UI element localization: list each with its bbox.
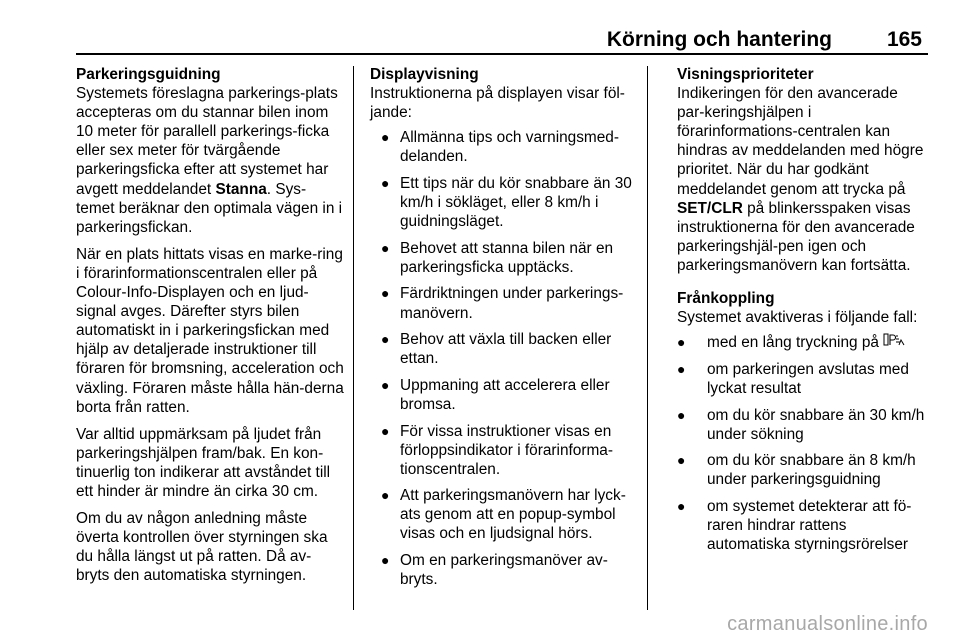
bullet-icon: ●: [381, 422, 390, 439]
column-divider-2: [647, 66, 648, 610]
list-item: [370, 551, 632, 589]
bullet-icon: ●: [677, 497, 686, 514]
section-title: Körning och hantering: [606, 28, 832, 51]
list-item: [677, 360, 929, 398]
list-item-text: Om en parkeringsmanöver av-bryts.: [400, 552, 608, 589]
list-item-text: För vissa instruktioner visas en förloppsindikator i förarinforma-tionscentralen.: [400, 422, 613, 478]
list-item-text: Behov att växla till backen eller ettan.: [400, 331, 612, 368]
list-item-text: om du kör snabbare än 30 km/h under sökning: [707, 406, 925, 443]
list-item-text: om du kör snabbare än 8 km/h under parkeringsguidning: [707, 452, 916, 489]
bullet-icon: ●: [677, 452, 686, 469]
bullet-icon: ●: [381, 285, 390, 302]
paragraph-priorities: [677, 84, 929, 275]
watermark: carmanualsonline.info: [727, 613, 928, 635]
paragraph-takeover: Om du av någon anledning måste överta kontrollen över styrningen ska du hålla längst ut på ratten. Då av-bryts den automatiska styrningen.: [76, 510, 328, 585]
column-displayvisning: [370, 65, 632, 597]
list-item: [370, 376, 632, 414]
list-item-text: om systemet detekterar att fö-raren hindrar rattens automatiska styrningsrörelser: [707, 497, 912, 554]
list-item-text: Behovet att stanna bilen när en parkeringsficka upptäcks.: [400, 239, 614, 276]
list-item: [370, 239, 632, 277]
stanna-term: Stanna: [215, 180, 267, 198]
paragraph-intro: Instruktionerna på displayen visar föl-jande:: [370, 85, 625, 122]
text: . Sys-temet beräknar den optimala vägen in i parkeringsfickan.: [76, 180, 343, 236]
list-item: [677, 406, 929, 444]
list-item: [370, 284, 632, 322]
bullet-icon: ●: [381, 129, 390, 146]
paragraph-deactivation-intro: Systemet avaktiveras i följande fall:: [677, 309, 918, 327]
list-item-text: med en lång tryckning på: [707, 334, 884, 352]
list-item: [677, 333, 929, 352]
display-bullet-list: [370, 128, 632, 589]
column-divider-1: [353, 66, 354, 610]
paragraph-attention: Var alltid uppmärksam på ljudet från parkeringshjälpen fram/bak. En kon-tinuerlig ton indikerar att avståndet till ett hinder är mindre än cirka 30 cm.: [76, 425, 331, 500]
paragraph-accept-spot: [76, 84, 344, 237]
heading-parkeringsguidning: Parkeringsguidning: [76, 66, 221, 83]
text: på blinkersspaken visas instruktionerna för den avancerade parkeringshjäl-pen igen och parkeringsmanövern kan fortsätta.: [677, 199, 915, 274]
list-item: [677, 451, 929, 489]
column-visningsprioriteter: [677, 65, 929, 562]
heading-frankoppling: Frånkoppling: [677, 290, 775, 308]
page-number: 165: [886, 28, 922, 51]
header-rule: [76, 53, 928, 55]
bullet-icon: ●: [677, 334, 686, 351]
list-item: [370, 330, 632, 368]
bullet-icon: ●: [677, 406, 686, 423]
bullet-icon: ●: [381, 239, 390, 256]
paragraph-spot-found: När en plats hittats visas en marke-ring i förarinformationscentralen eller på Colour-Info-Displayen och en ljud-signal avges. Därefter styrs bilen automatiskt in i parkeringsfickan med hjälp av detaljerade instruktioner till föraren för bromsning, acceleration och växling. Föraren måste hålla hän-derna borta från ratten.: [76, 245, 344, 416]
set-clr-term: SET/CLR: [677, 199, 743, 217]
bullet-icon: ●: [381, 331, 390, 348]
bullet-icon: ●: [677, 360, 686, 377]
text: Indikeringen för den avancerade par-keringshjälpen i förarinformations-centralen kan hindras av meddelanden med högre prioritet. När du har godkänt meddelandet genom att trycka på: [677, 85, 924, 198]
list-item: [370, 174, 632, 231]
list-item-text: Att parkeringsmanövern har lyck-ats genom att en popup-symbol visas och en ljudsignal hörs.: [400, 487, 626, 543]
bullet-icon: ●: [381, 487, 390, 504]
list-item-text: Färdriktningen under parkerings-manövern.: [400, 285, 624, 322]
list-item-text: Allmänna tips och varningsmed-delanden.: [400, 129, 619, 166]
bullet-icon: ●: [381, 376, 390, 393]
bullet-icon: ●: [381, 552, 390, 569]
column-parkeringsguidning: [76, 65, 344, 593]
list-item: [370, 128, 632, 166]
list-item: [677, 497, 929, 554]
deactivation-bullet-list: [677, 333, 929, 554]
text: Systemets föreslagna parkerings-plats accepteras om du stannar bilen inom 10 meter för parallell parkerings-ficka eller sex meter för tvärgående parkeringsficka efter att systemet har avgett meddelandet: [76, 85, 338, 198]
list-item-text: om parkeringen avslutas med lyckat resultat: [707, 360, 909, 397]
bullet-icon: ●: [381, 174, 390, 191]
heading-visningsprioriteter: Visningsprioriteter: [677, 66, 814, 83]
list-item: [370, 422, 632, 479]
page-header: [76, 28, 928, 54]
list-item-text: Ett tips när du kör snabbare än 30 km/h i sökläget, eller 8 km/h i guidningsläget.: [400, 174, 632, 231]
list-item: [370, 486, 632, 543]
park-assist-button-icon: [883, 333, 905, 352]
list-item-text: Uppmaning att accelerera eller bromsa.: [400, 376, 610, 413]
heading-displayvisning: Displayvisning: [370, 66, 479, 83]
